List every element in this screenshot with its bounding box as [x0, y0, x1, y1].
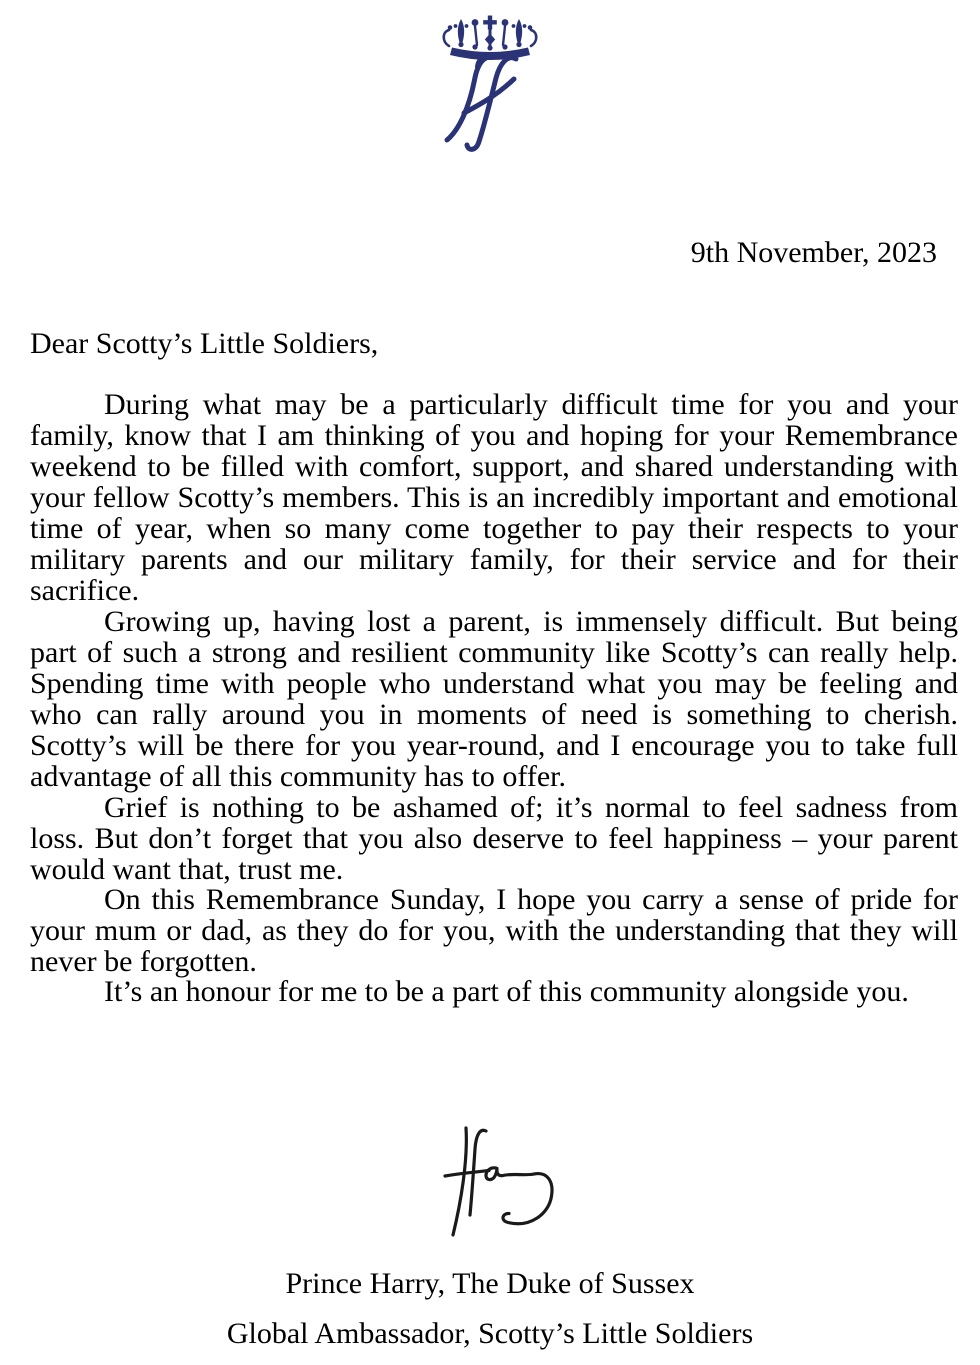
paragraph: It’s an honour for me to be a part of this community alongside you. [104, 975, 909, 1008]
paragraph: During what may be a particularly difficult time for you and your family, know that I am thinking of you and hoping for your Remembrance weekend to be filled with comfort, support, and shared understanding with your fellow Scotty’s members. This is an incredibly important and emotional time of year, when so many come together to pay their respects to your military parents and our military family, for their service and for their sacrifice. [30, 388, 958, 607]
signoff-name: Prince Harry, The Duke of Sussex [285, 1267, 695, 1300]
crown-h-monogram-icon [434, 14, 546, 164]
paragraph: Grief is nothing to be ashamed of; it’s normal to feel sadness from loss. But don’t forget that you also deserve to feel happiness – your parent would want that, trust me. [30, 791, 958, 886]
salutation: Dear Scotty’s Little Soldiers, [30, 327, 379, 360]
signoff-role: Global Ambassador, Scotty’s Little Soldiers [226, 1317, 754, 1350]
signature-icon [430, 1118, 580, 1248]
letter-date: 9th November, 2023 [690, 236, 937, 269]
paragraph: On this Remembrance Sunday, I hope you carry a sense of pride for your mum or dad, as they do for you, with the understanding that they will never be forgotten. [30, 883, 958, 978]
paragraph: Growing up, having lost a parent, is immensely difficult. But being part of such a strong and resilient community like Scotty’s can really help. Spending time with people who understand what you may be feeling and who can rally around you in moments of need is something to cherish. Scotty’s will be there for you year-round, and I encourage you to take full advantage of all this community has to offer. [30, 605, 958, 793]
